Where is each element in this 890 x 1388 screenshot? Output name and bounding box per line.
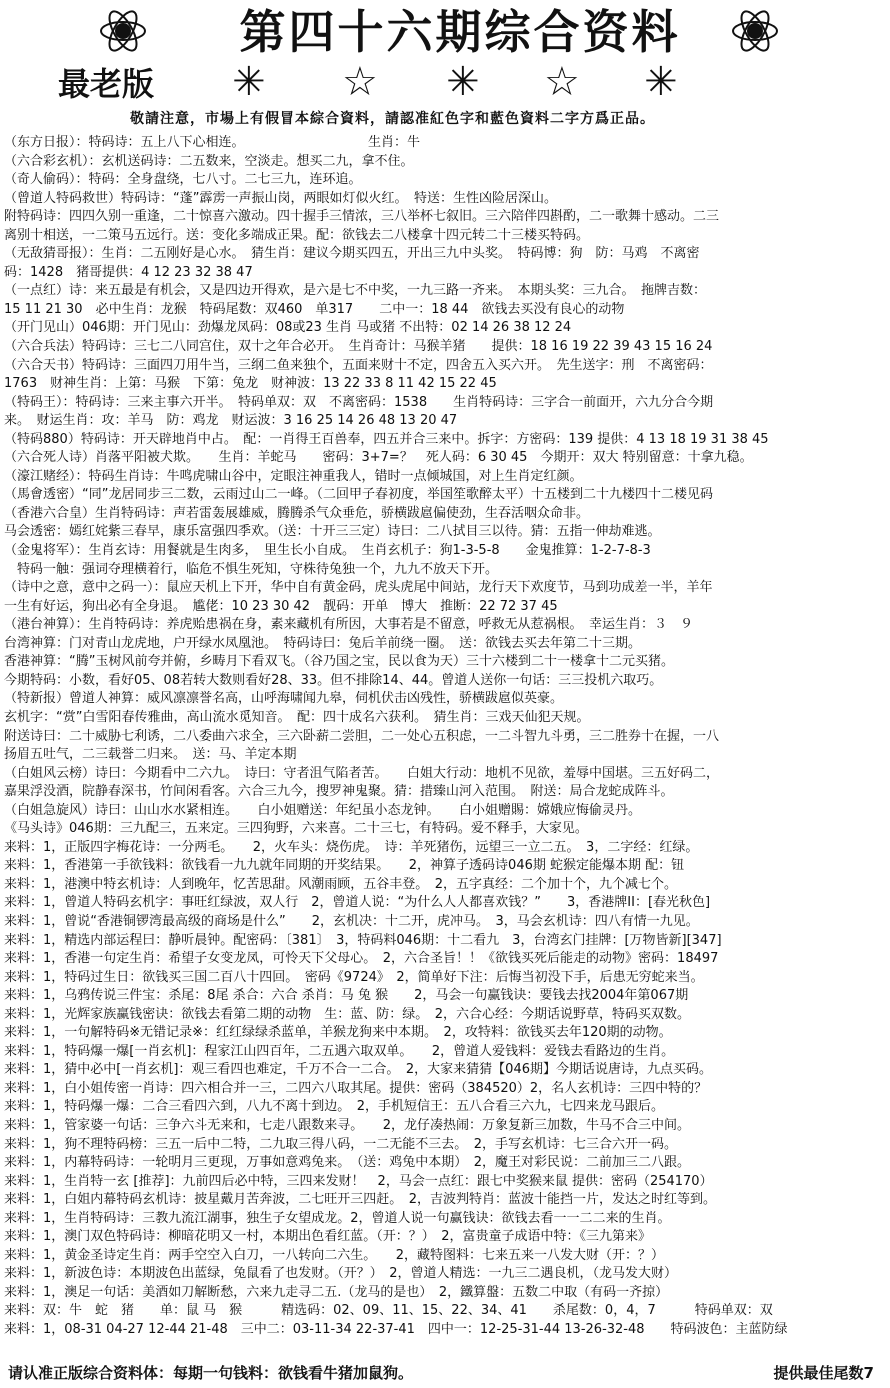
text-line: 来料：1，香港一句定生肖：希望子女变龙凤，可怜天下父母心。 2，六合圣旨！！《欲钱买死后能走的动物》密码：18497 [4, 951, 719, 967]
text-line: 来料：1，生肖特一玄 [推荐]：九前四后必中特，三四来发财！ 2，马会一点红：跟七中奖猴来鼠 提供：密码（254170） [4, 1173, 713, 1189]
text-line: 来料：1，新波色诗：本期波色出蓝绿，兔鼠看了也发财。（开？） 2，曾道人精选：一九三二遇良机，（龙马发大财） [4, 1266, 678, 1282]
text-line: （金鬼将军）：生肖玄诗：用餐就是生肉多， 里生长小自成。 生肖玄机子：狗1-3-5-8 金鬼推算：1-2-7-8-3 [4, 543, 651, 559]
text-line: （特新报）曾道人神算：威风凛凛誉名高，山呼海啸闻九皋，伺机伏击凶残性，骄横跋扈似英豪。 [4, 691, 564, 707]
text-line: （开门见山）046期：开门见山：劲爆龙凤码：08或23 生肖 马或猪 不出特：02 14 26 38 12 24 [4, 320, 572, 336]
text-line: 来料：1，白姐内幕特码玄机诗：披星戴月苦奔波，二七旺开三四赶。 2，吉波判特肖：蓝波十能挡一片，发达之时红等到。 [4, 1192, 717, 1208]
text-line: 香港神算：“腾”玉树风前夸并俯，乡畴月下看双飞。（谷乃国之宝，民以食为天）三十六楼到二十一楼拿十二元买猪。 [4, 654, 674, 670]
text-line: 来料：1，白小姐传密一肖诗：四六相合并一三，二四六八取其尾。提供：密码（384520）2，名人玄机诗：三四中特的？ [4, 1080, 708, 1096]
text-line: （奇人偷码）：特码：全身盘绕，七八寸。二七三九，连环追。 [4, 172, 362, 188]
text-line: 来料：1，特码爆一爆：二合三看四六到，八九不离十到边。 2，手机短信王：五八合看三六九，七四来龙马跟后。 [4, 1099, 665, 1115]
text-line: （六合死人诗）肖落平阳被犬欺。 生肖：羊蛇马 密码：3+7=？ 死人码：6 30 45 今期开：双大 特别留意：十拿九稳。 [4, 450, 753, 466]
text-line: 1763 财神生肖：上第：马猴 下第：兔龙 财神波：13 22 33 8 11 42 15 22 45 [4, 376, 497, 392]
text-line: 离别十相送，一二策马五远行。送：变化多端成正果。配：欲钱去二八楼拿十四元转二十三楼买特码。 [4, 227, 590, 243]
text-line: （馬會透密）“同”龙居同步三二数，云雨过山二一峰。（二回甲子春初度，举国笙歌醉太平）十五楼到二十九楼四十二楼见码 [4, 487, 713, 503]
text-line: 来料：1，内幕特码诗：一轮明月三更现，万事如意鸡兔来。 （送：鸡兔中本期） 2，魔王对彩民说：二前加三二八跟。 [4, 1155, 691, 1171]
text-line: 来料：1，一句解特码※无错记录※：红红绿绿杀蓝单，羊猴龙狗来中本期。 2，攻特料：欲钱买去年120期的动物。 [4, 1025, 672, 1041]
text-line: （六合天书）特码诗：三面四刀用牛当，三纲二鱼来独个，五面来财十不定，四舍五入买六开。 先生送字：刑 不离密码： [4, 357, 713, 373]
authenticity-notice: 敬請注意，市場上有假冒本綜合資料，請認准紅色字和藍色資料二字方爲正品。 [130, 111, 655, 127]
text-line: 来料：1，管家婆一句话：三争六斗无来和，七走八跟数来寻。 2，龙仔凑热闹：万象复新三加数，牛马不合三中间。 [4, 1117, 691, 1133]
star-icon: ☆ [342, 59, 378, 105]
atom-emblem-icon [98, 6, 148, 56]
text-line: （东方日报）：特码诗：五上八下心相连。 生肖：牛 [4, 135, 421, 150]
masthead [0, 0, 890, 127]
asterisk-icon: ✳ [644, 59, 678, 105]
text-line: 一生有好运，狗出必有全身退。 尴佬：10 23 30 42 靓码：开单 博大 推断：22 72 37 45 [4, 598, 558, 614]
text-line: 来料：1，猜中必中[一肖玄机]：观三看四也难定，千万不合一二合。 2，大家来猜猜【046期】今期话说唐诗，九点买码。 [4, 1062, 712, 1078]
footer-slogan: 请认准正版综合资料体：每期一句钱料：欲钱看牛猪加鼠狗。 [8, 1364, 414, 1382]
text-line: 来料：1，生肖特码诗：三教九流江湖事，独生子女望成龙。2，曾道人说一句赢钱诀：欲钱去看一一二二来的生肖。 [4, 1210, 671, 1226]
text-line: 来料：1，港澳中特玄机诗：人到晚年，忆苦思甜。风潮雨顾，五谷丰登。 2，五字真经：二个加十个，九个减七个。 [4, 876, 678, 892]
text-line: 来料：1，特码过生日：欲钱买三国二百八十四回。 密码《9724》 2，简单好下注：后悔当初没下手，后患无穷蛇来当。 [4, 969, 704, 985]
text-line: 来料：双：牛 蛇 猪 单：鼠 马 猴 精选码：02、09、11、15、22、34、41 杀尾数：0，4，7 特码单双：双 [4, 1303, 773, 1319]
text-line: 来料：1，正版四字梅花诗：一分两毛。 2，火车头：烧伤虎。 诗：羊死猪伤，远望三一立二五。 3，二字经：红绿。 [4, 839, 699, 855]
text-line: 来料：1，曾道人特码玄机字：事旺红绿波，双人行 2，曾道人说：“为什么人人都喜欢钱？” 3，香港牌II：[春光秋色] [4, 895, 711, 911]
footer-banner [8, 1362, 884, 1384]
text-line: 来料：1，曾说“香港铜锣湾最高级的商场是什么” 2，玄机决：十二开，虎冲马。 3，马会玄机诗：四八有情一九见。 [4, 913, 699, 929]
text-line: （港台神算）：生肖特码诗：养虎贻患祸在身，素来藏机有所因，大事若是不留意，呼救无从惹祸根。 幸运生肖：３ ９ [4, 617, 694, 633]
text-line: 来料：1，澳门双色特码诗：柳暗花明又一村，本期出色看红蓝。（开：？） 2，富贵童子成语中特：《三九第来》 [4, 1229, 652, 1245]
text-line: 扬眉五吐气，二三载誉二归来。 送：马、羊定本期 [4, 747, 297, 763]
text-line: 码：1428 猪哥提供：4 12 23 32 38 47 [4, 264, 253, 280]
text-line: （特码880）特码诗：开天辟地肖中占。 配：一肖得王百兽奉，四五并合三来中。拆字：方密码：139 提供：4 13 18 19 31 38 45 [4, 431, 769, 447]
asterisk-icon: ✳ [446, 59, 480, 105]
text-line: 今期特码：小数，看好05、08若转大数则看好28、33。但不排除14、44。曾道人送你一句话：三三投机六取巧。 [4, 672, 663, 688]
text-line: 台湾神算：门对青山龙虎地，户开绿水凤凰池。 特码诗曰：兔后羊前绕一圈。 送：欲钱去买去年第二十三期。 [4, 635, 642, 651]
text-line: （特码王）：特码诗：三来主事六开半。 特码单双：双 不离密码：1538 生肖特码诗：三字合一前面开，六九分合今期 [4, 394, 714, 410]
text-line: 来。 财运生肖：攻：羊马 防：鸡龙 财运波：3 16 25 14 26 48 13 20 47 [4, 413, 458, 429]
text-line: 玄机字：“赏”白雪阳春传雅曲，高山流水觅知音。 配：四十成名六获利。 猜生肖：三戏天仙犯天规。 [4, 709, 590, 725]
text-line: 附特码诗：四四久别一重逢，二十惊喜六激动。四十握手三情浓，三八举杯七叙旧。三六陪伴四斟酌，二一歌舞十感动。二三 [4, 209, 720, 225]
text-line: 来料：1，乌鸦传说三件宝：杀尾：8尾 杀合：六合 杀肖：马 兔 猴 2，马会一句赢钱诀：要钱去找2004年第067期 [4, 988, 689, 1004]
text-line: 来料：1，精选内部运程曰：静听晨钟。配密码：〔381〕 3，特码料046期：十二看九 3，台湾玄门挂牌：[万物皆新][347] [4, 932, 722, 948]
text-line: （曾道人特码救世）特码诗：“蓬”霹雳一声振山岗，两眼如灯似火红。 特送：生性凶险居深山。 [4, 190, 557, 206]
text-line: 来料：1，特码爆一爆[一肖玄机]：程家江山四百年，二五遇六取双单。 2，曾道人爱钱料：爱钱去看路边的生肖。 [4, 1043, 675, 1059]
star-icon: ☆ [544, 59, 580, 105]
atom-emblem-icon [730, 6, 780, 56]
footer-tail-number: 提供最佳尾数7 [773, 1364, 874, 1382]
text-line: （香港六合皇）生肖特码诗：声若雷轰展雄威，腾腾杀气众垂危，骄横跋扈偏使劲，生吞活咽众命非。 [4, 505, 590, 521]
text-line: （诗中之意，意中之码一）：鼠应天机上下开，华中自有黄金码，虎头虎尾中间站，龙行天下欢度节，马到功成差一半，羊年 [4, 580, 713, 596]
text-line: （白姐风云榜）诗曰：今期看中二六九。 诗曰：守者沮气陷者苦。 白姐大行动：地机不见欲，羞辱中国堪。三五好码二， [4, 765, 720, 781]
text-line: 《马头诗》046期：三九配三，五来定。三四狗野，六来喜。二十三七，有特码。爱不释手，大家见。 [4, 821, 588, 837]
text-line: 来料：1，光辉家族赢钱密诀：欲钱去看第二期的动物 生：蓝、防：绿。 2，六合心经：今期话说野草，特码买双数。 [4, 1006, 691, 1022]
text-line: 附送诗曰：二十威胁七利诱，二八委曲六求全，三六卧薪二尝胆，二一处心五积虑，一二斗智九斗勇，三二胜券十在握，一八 [4, 728, 720, 744]
text-line: 嘉果浮没酒，院静春深书，竹间闲看客。六合三九今，搜罗神鬼聚。猜：措臻山河入范围。 附送：局合龙蛇成阵斗。 [4, 784, 674, 800]
text-line: 来料：1，香港第一手欲钱料：欲钱看一九九就年同期的开奖结果。 2，神算子透码诗046期 蛇猴定能爆本期 配：钮 [4, 858, 685, 874]
edition-label: 最老版 [58, 65, 155, 103]
page-title: 第四十六期综合资料 [239, 5, 681, 59]
tips-column [4, 134, 886, 1340]
asterisk-icon: ✳ [232, 59, 266, 105]
text-line: 来料：1，狗不理特码榜：三五一后中二特，二九取三得八码，一二无能不三去。 2，手写玄机诗：七三合六开一码。 [4, 1136, 678, 1152]
text-line: 特码一触：强词夺理横着行，临危不惧生死知，守株待兔独一个，九九不放天下开。 [4, 561, 499, 577]
text-line: （濠江赌经）：特码生肖诗：牛鸣虎啸山谷中，定眼注神重我人，错时一点倾城国，对上生肖定红颜。 [4, 468, 583, 484]
text-line: 来料：1，08-31 04-27 12-44 21-48 三中二：03-11-34 22-37-41 四中一：12-25-31-44 13-26-32-48 特码波色：主蓝防绿 [4, 1322, 788, 1337]
text-line: （六合兵法）特码诗：三七二八同宫住，双十之年合必开。 生肖奇计：马猴羊猪 提供：18 16 19 22 39 43 15 16 24 [4, 339, 713, 355]
text-line: 15 11 21 30 必中生肖：龙猴 特码尾数：双460 单317 二中一：18 44 欲钱去买没有良心的动物 [4, 301, 625, 317]
text-line: （六合彩玄机）：玄机送码诗：二五数来，空淡走。想买二九，拿不住。 [4, 153, 414, 169]
text-line: （无敌猜哥报）：生肖：二五刚好是心水。 猜生肖：建议今期买四五，开出三九中头奖。 特码博：狗 防：马鸡 不离密 [4, 246, 700, 262]
text-line: （白姐急旋风）诗曰：山山水水紧相连。 白小姐赠送：年纪虽小态龙钟。 白小姐赠賜：嫦娥应悔偷灵丹。 [4, 802, 642, 818]
text-line: 来料：1，澳足一句话：美酒如刀解断愁，六来九走寻二五.（龙马的是也） 2，鐵算盤：五数二中取（有码一齐掠） [4, 1284, 669, 1300]
text-line: （一点红）诗：来五最是有机会，又是四边开得欢，是六是七不中奖，一九三路一齐来。 本期头奖：三九合。 拖牌吉数： [4, 283, 707, 299]
text-line: 来料：1，黄金圣诗定生肖：两手空空入白刀，一八转向二六生。 2，藏特图料：七来五来一八发大财（开：？） [4, 1247, 665, 1263]
text-line: 马会透密：嫣红姹紫三春早，康乐富强四季欢。（送：十开三三定）诗曰：二八拭目三以待。猜：五指一伸劫难逃。 [4, 524, 661, 540]
